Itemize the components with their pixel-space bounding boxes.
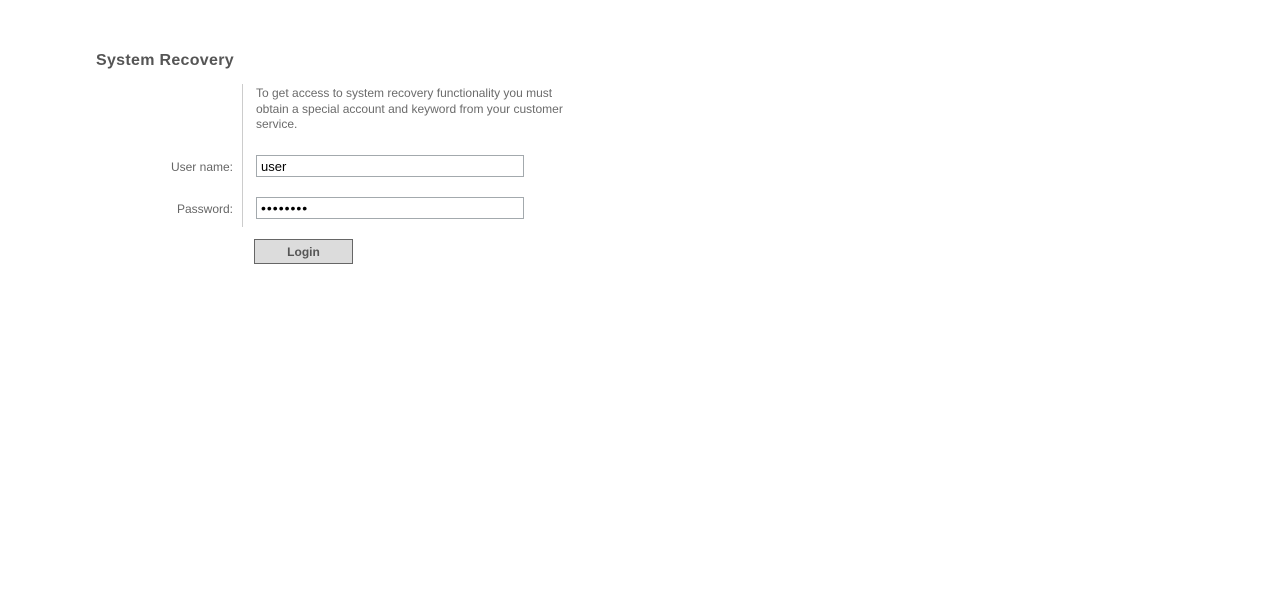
- username-label: User name:: [170, 160, 233, 174]
- username-input[interactable]: [256, 155, 524, 177]
- vertical-divider: [242, 84, 243, 227]
- login-button[interactable]: Login: [254, 239, 353, 264]
- page-title: System Recovery: [96, 52, 234, 69]
- recovery-instructions: To get access to system recovery functionality you must obtain a special account and keyword from your customer service.: [256, 86, 563, 131]
- password-label: Password:: [176, 202, 233, 216]
- password-input[interactable]: [256, 197, 524, 219]
